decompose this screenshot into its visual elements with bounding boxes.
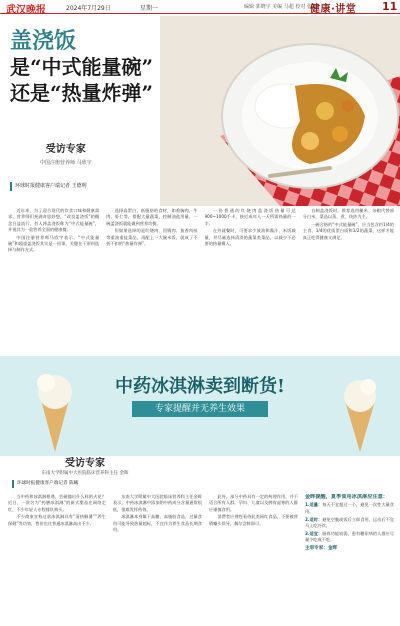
- issue-weekday: 星期一: [140, 5, 159, 12]
- paragraph: 一碗合格的“中式能量碗”，应当包含约1/4的主食、1/4的优质蛋白质和1/2的蔬菜，这样才能真正吃得健康又满足。: [302, 221, 394, 240]
- paragraph: 当中药和冰淇淋相遇，会碰撞出什么样的火花？近日，一款名为“药膳冰淇淋”的新式甜品在网络走红，不少年轻人专程排队购买。: [8, 494, 106, 512]
- paragraph: 自制盖浇饭时，推荐选用糙米、杂粮代替部分白米，菜品以蒸、煮、快炒为主。: [302, 208, 394, 220]
- byline-org: 东南大学附属中大医院临床营养科主任 金晖: [41, 471, 129, 476]
- expert-byline-2: [30, 454, 140, 477]
- reporter-credit-2: 环球时报健康客户端记者 陈曦: [12, 480, 152, 488]
- paragraph: 消费者应理性看待此类网红食品，不要被营销噱头误导，偶尔尝鲜即可。: [208, 514, 298, 526]
- body-column: [8, 208, 99, 353]
- byline-label: 受访专家: [45, 144, 86, 155]
- body-column: [106, 208, 197, 353]
- second-article: [0, 356, 400, 626]
- paragraph: 中国注册营养师马欣宇表示，“中式能量碗”和超重盖浇饭其实是一回事，关键在于原料选择与制作方式。: [8, 234, 100, 253]
- reporter-credit: 环球时报健康客户端记者 王德明: [10, 182, 150, 191]
- second-article-body: [8, 494, 394, 622]
- paragraph: 近年来，为了迎合现代的饮食口味和健康需求，营养师们充满奇思妙想，“改良盖浇饭”的概念日益流行。有人将盖浇饭称为“中式能量碗”，并视其为一款营养全面的健康餐。: [8, 208, 100, 233]
- body-column: [113, 494, 202, 622]
- article-banner: [0, 356, 400, 456]
- headline-line-1: 是“中式能量碗”: [10, 55, 154, 79]
- tip-text: 每天不宜超过一个，避免一次性大量食用。: [304, 502, 394, 514]
- tip-label: 3.适宜：: [304, 531, 323, 537]
- reviewing-expert: 主审专家：金晖: [304, 545, 338, 551]
- top-article-body: [8, 208, 394, 353]
- tips-column: [305, 494, 394, 622]
- page-number: 11: [382, 0, 398, 13]
- article-subhead: 专家提醒并无养生效果: [132, 401, 268, 417]
- byline-label: 受访专家: [65, 458, 105, 469]
- editor-credits: 编辑 郭晓宇 美编 马超 校对 张宪: [244, 4, 317, 10]
- tip-item: [305, 502, 394, 514]
- paragraph: 但如果选择的是红烧肉、回锅肉、鱼香肉丝等重油重盐菜品，再配上一大碗米饭，就成了不折不扣的“热量炸弹”。: [106, 228, 198, 247]
- paragraph: 冰淇淋本身属于高糖、高脂肪食品，过量食用可能导致热量超标，不宜作为养生食品长期食用。: [112, 514, 202, 533]
- rice-bowl-photo: [160, 16, 400, 206]
- tip-text: 肠胃功能较弱、患有糖尿病的人群应尽量少吃或不吃。: [304, 531, 394, 543]
- body-column: [303, 208, 394, 353]
- tip-text: 避免空腹或饭后立即食用，运动后不宜马上吃冷饮。: [304, 516, 394, 529]
- article-kicker: 盖浇饭: [10, 28, 77, 54]
- tip-item: [305, 531, 394, 543]
- paragraph: 一份普通的红烧肉盖浇饭热量可达900~1000千卡，接近成年人一天所需热量的一半。: [204, 208, 296, 226]
- expert-byline: [40, 140, 92, 166]
- paragraph: 东南大学附属中大医院临床营养科主任金晖表示，中药冰淇淋中添加的中药成分含量通常很低，很难发挥药效。: [112, 494, 202, 512]
- section-title: 健康·讲堂: [310, 4, 357, 15]
- tip-item: [305, 517, 394, 529]
- body-column: [209, 494, 298, 622]
- issue-date: 2024年7月29日: [66, 5, 111, 12]
- body-column: [205, 208, 296, 353]
- tip-label: 2.适时：: [304, 516, 323, 522]
- tips-title: 金晖提醒，夏季食用冰淇淋应注意：: [304, 494, 388, 500]
- newspaper-logo: 武汉晚报: [6, 5, 46, 16]
- paragraph: 在外就餐时，可要求少放油和酱汁，米饭减量，并尽量选择清淡的蔬菜类菜品，以减少不必要的热量摄入。: [204, 228, 296, 247]
- byline-org: 中国注册营养师 马欣宇: [40, 160, 92, 166]
- tip-label: 1.适量：: [304, 502, 323, 508]
- article-headline-2: 中药冰淇淋卖到断货!: [115, 376, 285, 397]
- paragraph: 不少商家宣称这款冰淇淋具有“清热解暑”“养生保健”等功效，售价也比普通冰淇淋高出不少。: [8, 514, 106, 526]
- masthead: [0, 0, 400, 14]
- body-column: [8, 494, 106, 622]
- headline-line-2: 还是“热量炸弹”: [10, 81, 154, 105]
- paragraph: 选择高蛋白、低脂肪的食材，如鸡胸肉、牛肉、虾仁等，搭配大量蔬菜，控制油盐用量，一碗盖浇饭就能做到营养均衡。: [106, 208, 198, 226]
- article-headline: [10, 54, 230, 106]
- paragraph: 此外，部分中药具有一定的药理作用，并不适合所有人群。孕妇、儿童以及脾胃虚寒的人群应谨慎食用。: [208, 494, 298, 512]
